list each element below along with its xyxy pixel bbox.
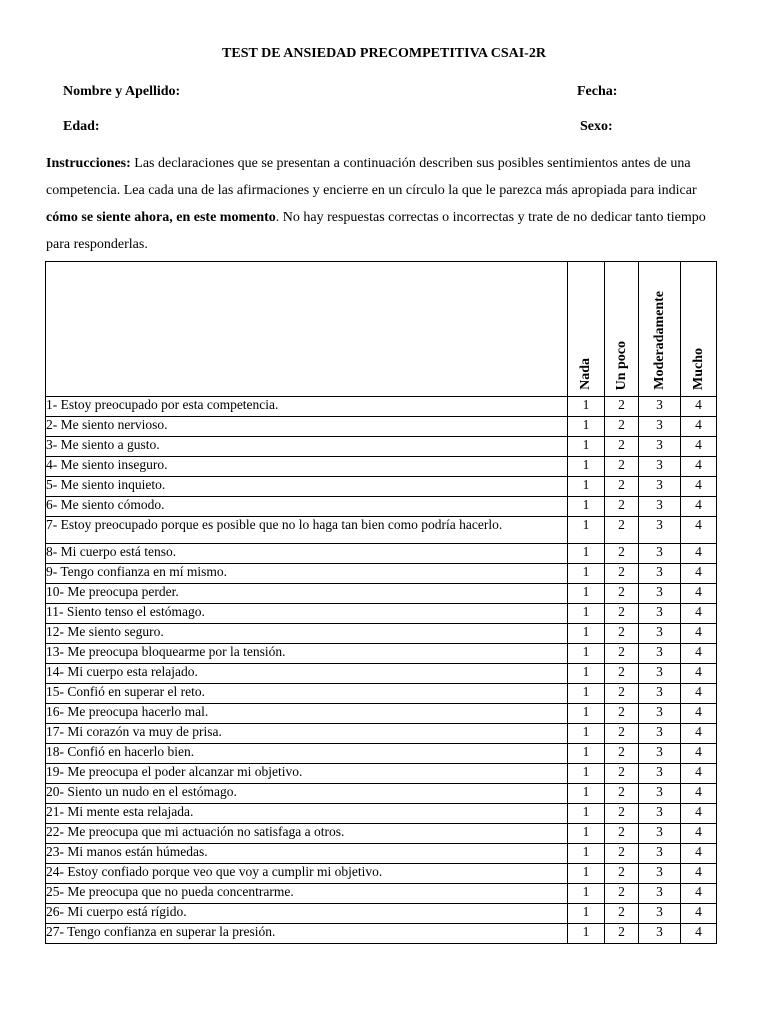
item-statement: 15- Confió en superar el reto. xyxy=(46,684,568,704)
option-3[interactable]: 3 xyxy=(639,844,681,864)
instructions-label: Instrucciones: xyxy=(46,156,131,171)
option-1[interactable]: 1 xyxy=(568,584,605,604)
option-2[interactable]: 2 xyxy=(605,804,639,824)
item-statement: 16- Me preocupa hacerlo mal. xyxy=(46,704,568,724)
table-row xyxy=(46,724,717,744)
instructions-emphasis: cómo se siente ahora, en este momento xyxy=(46,210,276,225)
table-row xyxy=(46,904,717,924)
option-2[interactable]: 2 xyxy=(605,924,639,944)
table-row xyxy=(46,564,717,584)
option-3[interactable]: 3 xyxy=(639,784,681,804)
option-4[interactable]: 4 xyxy=(681,544,717,564)
option-2[interactable]: 2 xyxy=(605,684,639,704)
option-1[interactable]: 1 xyxy=(568,744,605,764)
option-1[interactable]: 1 xyxy=(568,904,605,924)
item-statement: 18- Confió en hacerlo bien. xyxy=(46,744,568,764)
option-3[interactable]: 3 xyxy=(639,544,681,564)
option-4[interactable]: 4 xyxy=(681,724,717,744)
option-2[interactable]: 2 xyxy=(605,457,639,477)
option-1[interactable]: 1 xyxy=(568,664,605,684)
table-row xyxy=(46,684,717,704)
option-3[interactable]: 3 xyxy=(639,437,681,457)
option-2[interactable]: 2 xyxy=(605,397,639,417)
option-2[interactable]: 2 xyxy=(605,544,639,564)
option-3[interactable]: 3 xyxy=(639,684,681,704)
option-4[interactable]: 4 xyxy=(681,457,717,477)
option-2[interactable]: 2 xyxy=(605,744,639,764)
option-2[interactable]: 2 xyxy=(605,664,639,684)
option-2[interactable]: 2 xyxy=(605,844,639,864)
option-4[interactable]: 4 xyxy=(681,704,717,724)
option-3[interactable]: 3 xyxy=(639,477,681,497)
header-col-moderadamente xyxy=(639,262,681,397)
table-row xyxy=(46,804,717,824)
option-3[interactable]: 3 xyxy=(639,644,681,664)
option-2[interactable]: 2 xyxy=(605,824,639,844)
option-1[interactable]: 1 xyxy=(568,864,605,884)
edad-label: Edad: xyxy=(63,119,100,134)
item-statement: 19- Me preocupa el poder alcanzar mi objetivo. xyxy=(46,764,568,784)
option-2[interactable]: 2 xyxy=(605,517,639,544)
header-col-mucho xyxy=(681,262,717,397)
option-1[interactable]: 1 xyxy=(568,684,605,704)
table-row xyxy=(46,844,717,864)
option-3[interactable]: 3 xyxy=(639,884,681,904)
option-1[interactable]: 1 xyxy=(568,824,605,844)
item-statement: 20- Siento un nudo en el estómago. xyxy=(46,784,568,804)
table-row xyxy=(46,884,717,904)
instructions-paragraph xyxy=(46,150,726,258)
option-4[interactable]: 4 xyxy=(681,924,717,944)
option-1[interactable]: 1 xyxy=(568,457,605,477)
option-1[interactable]: 1 xyxy=(568,764,605,784)
option-2[interactable]: 2 xyxy=(605,437,639,457)
option-3[interactable]: 3 xyxy=(639,804,681,824)
option-4[interactable]: 4 xyxy=(681,684,717,704)
item-statement: 13- Me preocupa bloquearme por la tensión. xyxy=(46,644,568,664)
item-statement: 12- Me siento seguro. xyxy=(46,624,568,644)
item-statement: 25- Me preocupa que no pueda concentrarme. xyxy=(46,884,568,904)
option-4[interactable]: 4 xyxy=(681,884,717,904)
option-3[interactable]: 3 xyxy=(639,724,681,744)
option-1[interactable]: 1 xyxy=(568,417,605,437)
option-3[interactable]: 3 xyxy=(639,824,681,844)
option-3[interactable]: 3 xyxy=(639,584,681,604)
option-3[interactable]: 3 xyxy=(639,904,681,924)
option-1[interactable]: 1 xyxy=(568,624,605,644)
item-statement: 1- Estoy preocupado por esta competencia. xyxy=(46,397,568,417)
item-statement: 14- Mi cuerpo esta relajado. xyxy=(46,664,568,684)
option-1[interactable]: 1 xyxy=(568,397,605,417)
table-row xyxy=(46,924,717,944)
option-4[interactable]: 4 xyxy=(681,397,717,417)
header-row xyxy=(46,262,717,397)
option-1[interactable]: 1 xyxy=(568,844,605,864)
item-statement: 3- Me siento a gusto. xyxy=(46,437,568,457)
option-2[interactable]: 2 xyxy=(605,884,639,904)
table-row xyxy=(46,644,717,664)
option-4[interactable]: 4 xyxy=(681,804,717,824)
page-title: TEST DE ANSIEDAD PRECOMPETITIVA CSAI-2R xyxy=(222,46,546,61)
item-statement: 22- Me preocupa que mi actuación no satisfaga a otros. xyxy=(46,824,568,844)
option-3[interactable]: 3 xyxy=(639,604,681,624)
option-2[interactable]: 2 xyxy=(605,624,639,644)
option-4[interactable]: 4 xyxy=(681,584,717,604)
item-statement: 4- Me siento inseguro. xyxy=(46,457,568,477)
option-2[interactable]: 2 xyxy=(605,497,639,517)
option-2[interactable]: 2 xyxy=(605,904,639,924)
option-4[interactable]: 4 xyxy=(681,664,717,684)
option-3[interactable]: 3 xyxy=(639,497,681,517)
table-row xyxy=(46,477,717,497)
option-3[interactable]: 3 xyxy=(639,417,681,437)
option-2[interactable]: 2 xyxy=(605,644,639,664)
option-3[interactable]: 3 xyxy=(639,924,681,944)
option-3[interactable]: 3 xyxy=(639,764,681,784)
option-4[interactable]: 4 xyxy=(681,604,717,624)
item-statement: 5- Me siento inquieto. xyxy=(46,477,568,497)
table-row xyxy=(46,824,717,844)
option-1[interactable]: 1 xyxy=(568,924,605,944)
table-row xyxy=(46,744,717,764)
option-1[interactable]: 1 xyxy=(568,544,605,564)
option-4[interactable]: 4 xyxy=(681,784,717,804)
option-1[interactable]: 1 xyxy=(568,517,605,544)
option-4[interactable]: 4 xyxy=(681,497,717,517)
option-3[interactable]: 3 xyxy=(639,457,681,477)
item-statement: 7- Estoy preocupado porque es posible que no lo haga tan bien como podría hacerlo. xyxy=(46,517,568,544)
option-2[interactable]: 2 xyxy=(605,477,639,497)
option-4[interactable]: 4 xyxy=(681,417,717,437)
item-statement: 27- Tengo confianza en superar la presión. xyxy=(46,924,568,944)
option-2[interactable]: 2 xyxy=(605,784,639,804)
table-row xyxy=(46,517,717,544)
option-1[interactable]: 1 xyxy=(568,784,605,804)
item-statement: 23- Mi manos están húmedas. xyxy=(46,844,568,864)
nombre-label: Nombre y Apellido: xyxy=(63,84,181,99)
option-2[interactable]: 2 xyxy=(605,764,639,784)
option-4[interactable]: 4 xyxy=(681,904,717,924)
option-4[interactable]: 4 xyxy=(681,864,717,884)
option-3[interactable]: 3 xyxy=(639,624,681,644)
item-statement: 2- Me siento nervioso. xyxy=(46,417,568,437)
table-row xyxy=(46,544,717,564)
table-row xyxy=(46,764,717,784)
option-4[interactable]: 4 xyxy=(681,477,717,497)
option-3[interactable]: 3 xyxy=(639,864,681,884)
header-item-cell xyxy=(46,262,568,397)
table-row xyxy=(46,704,717,724)
option-1[interactable]: 1 xyxy=(568,884,605,904)
option-4[interactable]: 4 xyxy=(681,517,717,544)
option-4[interactable]: 4 xyxy=(681,564,717,584)
sexo-label: Sexo: xyxy=(580,119,613,134)
table-row xyxy=(46,437,717,457)
option-1[interactable]: 1 xyxy=(568,497,605,517)
instructions-text-2: . No hay respuestas correctas o incorrectas y trate de no dedicar tanto tiempo para responderlas. xyxy=(46,210,706,252)
survey-body xyxy=(46,397,717,944)
table-row xyxy=(46,864,717,884)
option-1[interactable]: 1 xyxy=(568,704,605,724)
col-label-moderadamente: Moderadamente xyxy=(651,291,667,390)
option-1[interactable]: 1 xyxy=(568,724,605,744)
table-row xyxy=(46,784,717,804)
item-statement: 11- Siento tenso el estómago. xyxy=(46,604,568,624)
option-1[interactable]: 1 xyxy=(568,564,605,584)
option-4[interactable]: 4 xyxy=(681,744,717,764)
option-3[interactable]: 3 xyxy=(639,664,681,684)
option-2[interactable]: 2 xyxy=(605,864,639,884)
col-label-un-poco: Un poco xyxy=(613,340,629,390)
option-2[interactable]: 2 xyxy=(605,724,639,744)
option-3[interactable]: 3 xyxy=(639,564,681,584)
survey-table xyxy=(45,261,717,944)
option-1[interactable]: 1 xyxy=(568,804,605,824)
option-4[interactable]: 4 xyxy=(681,764,717,784)
option-3[interactable]: 3 xyxy=(639,744,681,764)
option-4[interactable]: 4 xyxy=(681,644,717,664)
option-1[interactable]: 1 xyxy=(568,644,605,664)
col-label-mucho: Mucho xyxy=(690,348,706,390)
table-row xyxy=(46,604,717,624)
table-row xyxy=(46,584,717,604)
table-row xyxy=(46,624,717,644)
instructions-text-1: Las declaraciones que se presentan a continuación describen sus posibles sentimientos antes de una competencia. Lea cada una de las afirmaciones y encierre en un círculo la que le parezca más apropiada para indicar xyxy=(46,156,697,198)
option-2[interactable]: 2 xyxy=(605,584,639,604)
option-2[interactable]: 2 xyxy=(605,564,639,584)
table-row xyxy=(46,457,717,477)
col-label-nada: Nada xyxy=(578,358,593,390)
item-statement: 26- Mi cuerpo está rígido. xyxy=(46,904,568,924)
option-2[interactable]: 2 xyxy=(605,704,639,724)
option-1[interactable]: 1 xyxy=(568,604,605,624)
item-statement: 24- Estoy confiado porque veo que voy a cumplir mi objetivo. xyxy=(46,864,568,884)
table-row xyxy=(46,397,717,417)
table-row xyxy=(46,497,717,517)
option-3[interactable]: 3 xyxy=(639,397,681,417)
option-3[interactable]: 3 xyxy=(639,704,681,724)
header-col-nada xyxy=(568,262,605,397)
option-1[interactable]: 1 xyxy=(568,477,605,497)
option-4[interactable]: 4 xyxy=(681,824,717,844)
fecha-label: Fecha: xyxy=(577,84,618,99)
option-1[interactable]: 1 xyxy=(568,437,605,457)
option-4[interactable]: 4 xyxy=(681,624,717,644)
header-col-un-poco xyxy=(605,262,639,397)
option-3[interactable]: 3 xyxy=(639,517,681,544)
item-statement: 9- Tengo confianza en mí mismo. xyxy=(46,564,568,584)
table-row xyxy=(46,417,717,437)
table-row xyxy=(46,664,717,684)
item-statement: 21- Mi mente esta relajada. xyxy=(46,804,568,824)
option-2[interactable]: 2 xyxy=(605,604,639,624)
item-statement: 8- Mi cuerpo está tenso. xyxy=(46,544,568,564)
item-statement: 17- Mi corazón va muy de prisa. xyxy=(46,724,568,744)
option-2[interactable]: 2 xyxy=(605,417,639,437)
item-statement: 6- Me siento cómodo. xyxy=(46,497,568,517)
option-4[interactable]: 4 xyxy=(681,844,717,864)
item-statement: 10- Me preocupa perder. xyxy=(46,584,568,604)
option-4[interactable]: 4 xyxy=(681,437,717,457)
